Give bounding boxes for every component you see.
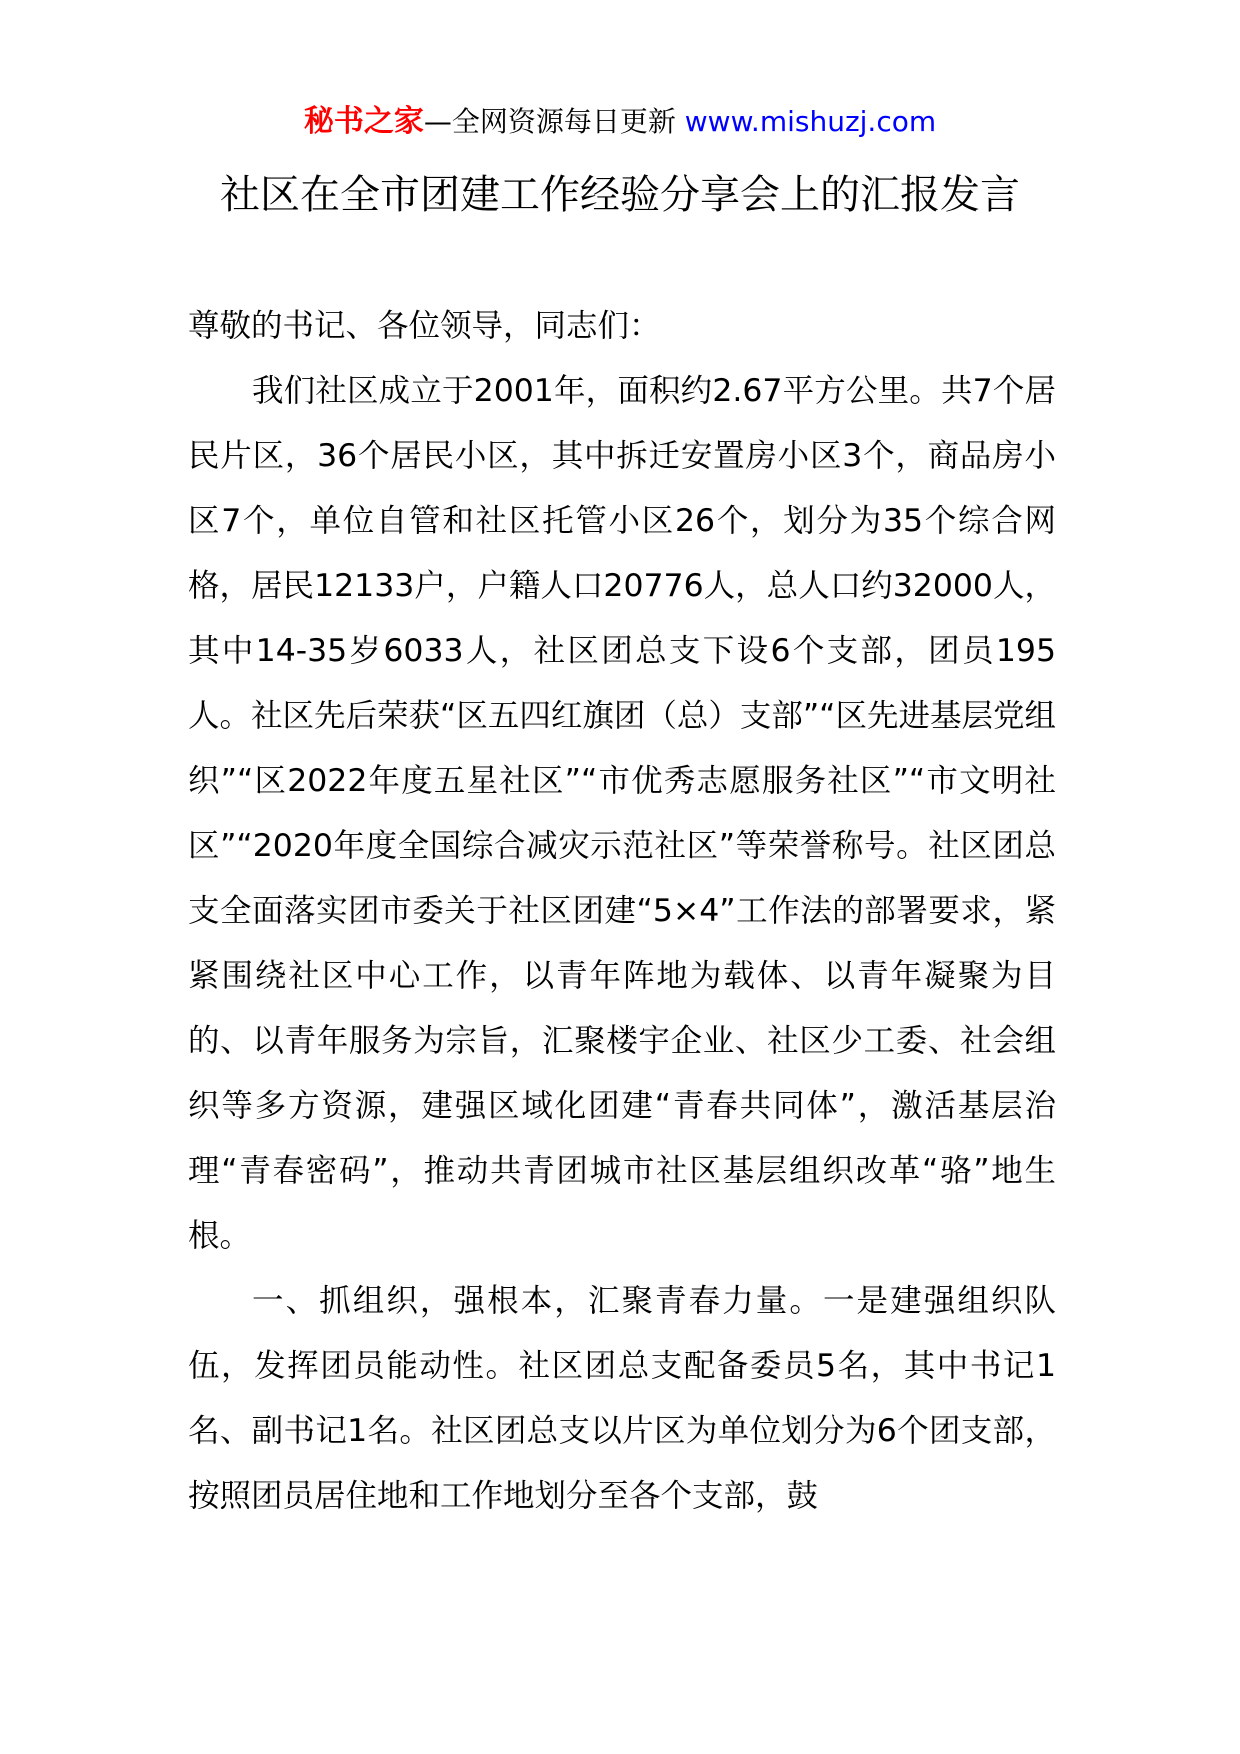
header-tagline: —全网资源每日更新 (423, 105, 676, 138)
salutation: 尊敬的书记、各位领导，同志们： (188, 308, 661, 344)
paragraph-intro: 我们社区成立于2001年，面积约2.67平方公里。共7个居民片区，36个居民小区，其中拆迁安置房小区3个，商品房小区7个，单位自管和社区托管小区26个，划分为35个综合网格，居民12133户，户籍人口20776人，总人口约32000人，其中14-35岁6033人，社区团总支下设6个支部，团员195人。社区先后荣获“区五四红旗团（总）支部”“区先进基层党组织”“区2022年度五星社区”“市优秀志愿服务社区”“市文明社区”“2020年度全国综合减灾示范社区”等荣誉称号。社区团总支全面落实团市委关于社区团建“5×4”工作法的部署要求，紧紧围绕社区中心工作，以青年阵地为载体、以青年凝聚为目的、以青年服务为宗旨，汇聚楼宇企业、社区少工委、社会组织等多方资源，建强区域化团建“青春共同体”，激活基层治理“青春密码”，推动共青团城市社区基层组织改革“骆”地生根。 (188, 373, 1056, 1254)
document-body (188, 294, 1056, 1529)
site-header (0, 100, 1240, 144)
paragraph-section-one: 一、抓组织，强根本，汇聚青春力量。一是建强组织队伍，发挥团员能动性。社区团总支配备委员5名，其中书记1名、副书记1名。社区团总支以片区为单位划分为6个团支部，按照团员居住地和工作地划分至各个支部，鼓 (188, 1283, 1056, 1514)
site-url-link[interactable]: www.mishuzj.com (684, 105, 937, 138)
brand-name: 秘书之家 (303, 104, 424, 139)
document-title: 社区在全市团建工作经验分享会上的汇报发言 (220, 172, 1020, 218)
